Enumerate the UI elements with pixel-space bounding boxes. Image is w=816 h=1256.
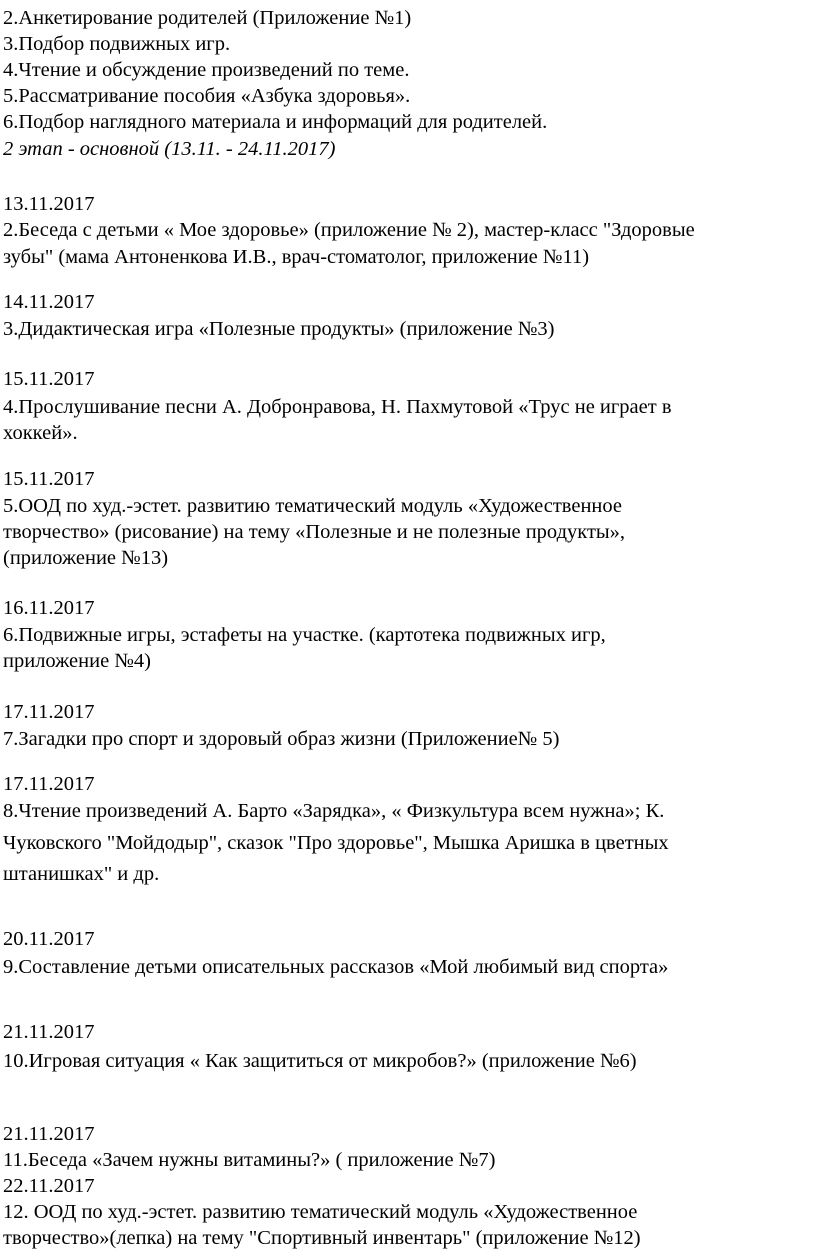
list-item: 3.Подбор подвижных игр. [3,33,231,55]
list-item: 5.Рассматривание пособия «Азбука здоровья». [3,85,411,107]
entry-text: творчество» (рисование) на тему «Полезные и не полезные продукты», [3,521,626,543]
entry-text: 4.Прослушивание песни А. Добронравова, Н. Пахмутовой «Трус не играет в [3,396,672,418]
entry-text: 10.Игровая ситуация « Как защититься от микробов?» (приложение №6) [3,1050,637,1072]
entry-date: 17.11.2017 [3,773,95,795]
entry-date: 22.11.2017 [3,1175,95,1197]
entry-date: 21.11.2017 [3,1021,95,1043]
entry-date: 15.11.2017 [3,468,95,490]
entry-text: 11.Беседа «Зачем нужны витамины?» ( приложение №7) [3,1149,496,1171]
entry-text: хоккей». [3,422,78,444]
list-item: 2.Анкетирование родителей (Приложение №1) [3,7,412,29]
entry-text: штанишках" и др. [3,863,160,885]
entry-text: 12. ООД по худ.-эстет. развитию тематический модуль «Художественное [3,1201,638,1223]
entry-text: приложение №4) [3,650,151,672]
entry-text: (приложение №13) [3,547,169,569]
entry-text: 6.Подвижные игры, эстафеты на участке. (картотека подвижных игр, [3,624,606,646]
entry-date: 20.11.2017 [3,928,95,950]
entry-text: творчество»(лепка) на тему "Спортивный инвентарь" (приложение №12) [3,1227,641,1249]
stage-heading: 2 этап - основной (13.11. - 24.11.2017) [3,138,336,160]
entry-text: 2.Беседа с детьми « Мое здоровье» (приложение № 2), мастер-класс "Здоровые [3,219,695,241]
entry-date: 15.11.2017 [3,368,95,390]
entry-date: 14.11.2017 [3,291,95,313]
entry-text: Чуковского "Мойдодыр", сказок "Про здоровье", Мышка Аришка в цветных [3,832,669,854]
entry-text: 3.Дидактическая игра «Полезные продукты» (приложение №3) [3,318,555,340]
list-item: 6.Подбор наглядного материала и информаций для родителей. [3,111,548,133]
entry-text: 7.Загадки про спорт и здоровый образ жизни (Приложение№ 5) [3,728,560,750]
entry-date: 13.11.2017 [3,193,95,215]
entry-date: 21.11.2017 [3,1123,95,1145]
entry-text: 8.Чтение произведений А. Барто «Зарядка», « Физкультура всем нужна»; К. [3,800,665,822]
entry-text: зубы" (мама Антоненкова И.В., врач-стоматолог, приложение №11) [3,246,590,268]
entry-date: 16.11.2017 [3,597,95,619]
entry-text: 9.Составление детьми описательных рассказов «Мой любимый вид спорта» [3,956,669,978]
entry-text: 5.ООД по худ.-эстет. развитию тематический модуль «Художественное [3,495,623,517]
entry-date: 17.11.2017 [3,701,95,723]
list-item: 4.Чтение и обсуждение произведений по теме. [3,59,410,81]
